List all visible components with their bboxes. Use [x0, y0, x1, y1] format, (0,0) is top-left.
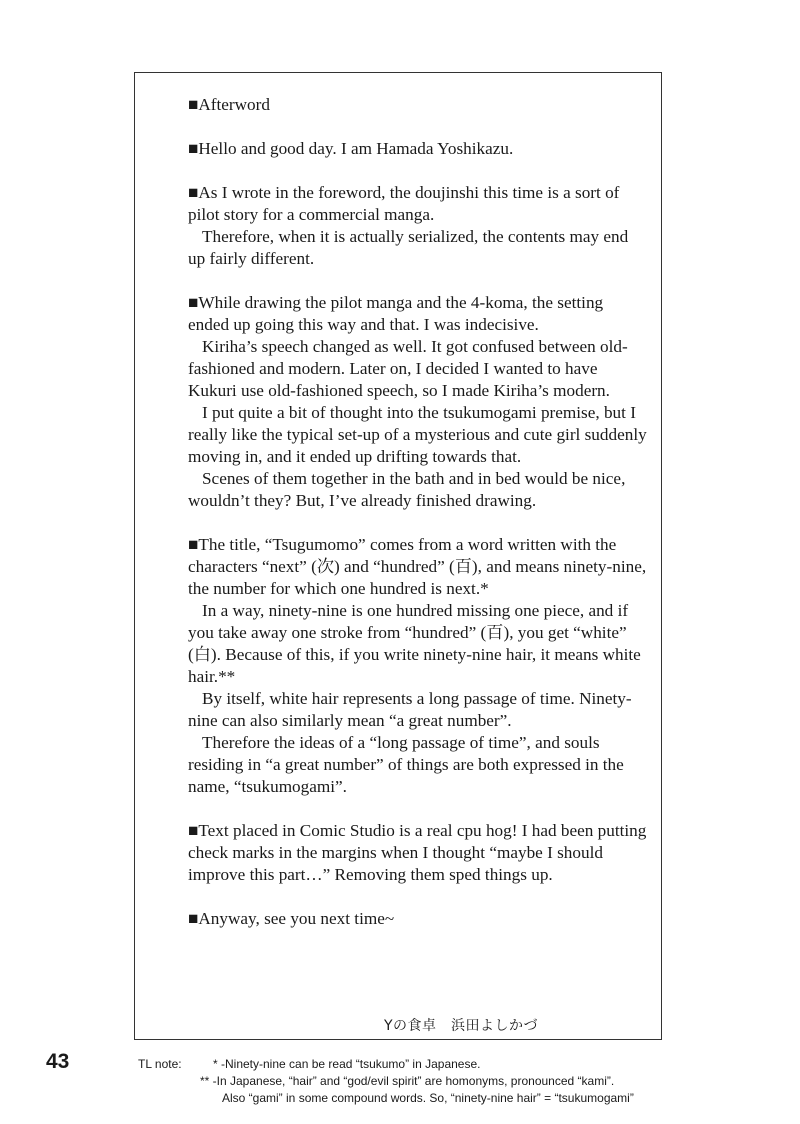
paragraph-line: Kiriha’s speech changed as well. It got confused between old-fashioned and modern. Later on, I decided I wanted to have Kukuri use old-fashioned speech, so I made Kiriha’s modern.	[188, 337, 628, 400]
tl-note-line: Also “gami” in some compound words. So, “ninety-nine hair” = “tsukumogami”	[222, 1091, 634, 1105]
paragraph-line: ■The title, “Tsugumomo” comes from a word written with the characters “next” (次) and “hundred” (百), and means ninety-nine, the number for which one hundred is next.*	[188, 535, 647, 598]
paragraph-title	[188, 534, 648, 798]
paragraph-foreword	[188, 182, 648, 270]
tl-note-line: * -Ninety-nine can be read “tsukumo” in Japanese.	[213, 1057, 481, 1071]
paragraph-closing	[188, 908, 648, 930]
paragraph-line: In a way, ninety-nine is one hundred missing one piece, and if you take away one stroke from “hundred” (百), you get “white” (白). Because of this, if you write ninety-nine hair, it means white hair.**	[188, 601, 641, 686]
paragraph-heading	[188, 94, 648, 116]
afterword-text	[188, 94, 648, 952]
paragraph-line: ■Text placed in Comic Studio is a real cpu hog! I had been putting check marks in the margins when I thought “maybe I should improve this part…” Removing them sped things up.	[188, 821, 647, 884]
tl-note-lines	[200, 1056, 800, 1107]
paragraph-comic-studio	[188, 820, 648, 886]
paragraph-line: Therefore, when it is actually serialized, the contents may end up fairly different.	[188, 227, 629, 268]
tl-note-line: ** -In Japanese, “hair” and “god/evil spirit” are homonyms, pronounced “kami”.	[200, 1074, 615, 1088]
paragraph-line: Therefore the ideas of a “long passage of time”, and souls residing in “a great number” of things are both expressed in the name, “tsukumogami”.	[188, 733, 624, 796]
paragraph-greeting	[188, 138, 648, 160]
author-signature: Yの食卓 浜田よしかづ	[384, 1018, 539, 1034]
paragraph-drawing	[188, 292, 648, 512]
paragraph-line: ■While drawing the pilot manga and the 4-koma, the setting ended up going this way and that. I was indecisive.	[188, 293, 604, 334]
paragraph-line: ■As I wrote in the foreword, the doujinshi this time is a sort of pilot story for a commercial manga.	[188, 183, 620, 224]
paragraph-line: ■Anyway, see you next time~	[188, 909, 395, 928]
tl-note-label: TL note:	[138, 1057, 182, 1071]
paragraph-line: Scenes of them together in the bath and in bed would be nice, wouldn’t they? But, I’ve already finished drawing.	[188, 469, 626, 510]
paragraph-line: ■Afterword	[188, 95, 270, 114]
paragraph-line: By itself, white hair represents a long passage of time. Ninety-nine can also similarly mean “a great number”.	[188, 689, 632, 730]
page-number: 43	[46, 1050, 70, 1073]
paragraph-line: ■Hello and good day. I am Hamada Yoshikazu.	[188, 139, 514, 158]
paragraph-line: I put quite a bit of thought into the tsukumogami premise, but I really like the typical set-up of a mysterious and cute girl suddenly moving in, and it ended up drifting towards that.	[188, 403, 647, 466]
